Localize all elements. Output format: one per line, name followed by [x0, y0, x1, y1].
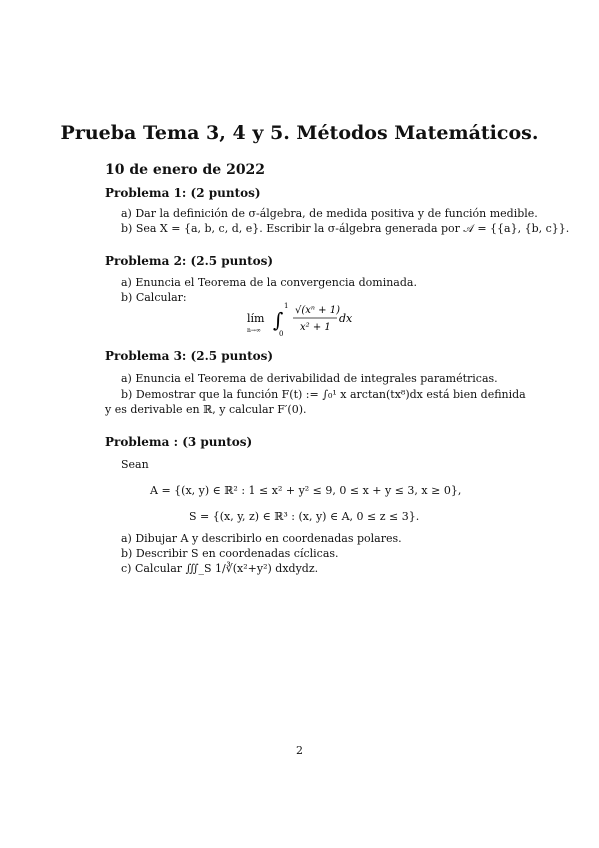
- limit-integral-formula: [245, 300, 385, 340]
- problem-3-part-a: a) Enuncia el Teorema de derivabilidad de integrales paramétricas.: [121, 372, 498, 385]
- formula-lim: lím: [247, 312, 265, 325]
- problem-4-part-b: b) Describir S en coordenadas cíclicas.: [121, 547, 339, 560]
- formula-numerator: √(xⁿ + 1): [295, 305, 340, 316]
- set-a-definition: A = {(x, y) ∈ ℝ² : 1 ≤ x² + y² ≤ 9, 0 ≤ x + y ≤ 3, x ≥ 0},: [150, 484, 462, 497]
- problem-3-part-b-cont: y es derivable en ℝ, y calcular F′(0).: [105, 403, 307, 416]
- problem-1-header: Problema 1: (2 puntos): [105, 186, 261, 200]
- page-number: 2: [296, 744, 303, 757]
- exam-title: Prueba Tema 3, 4 y 5. Métodos Matemáticos.: [60, 122, 539, 144]
- problem-4-part-a: a) Dibujar A y describirlo en coordenadas polares.: [121, 532, 402, 545]
- formula-lower: 0: [279, 330, 284, 338]
- integral-sign-icon: ∫: [273, 308, 284, 332]
- problem-4-intro: Sean: [121, 458, 149, 471]
- problem-1-part-a: a) Dar la definición de σ-álgebra, de medida positiva y de función medible.: [121, 207, 538, 220]
- problem-4-header: Problema : (3 puntos): [105, 435, 253, 449]
- set-s-definition: S = {(x, y, z) ∈ ℝ³ : (x, y) ∈ A, 0 ≤ z ≤ 3}.: [189, 510, 420, 523]
- problem-2-part-b: b) Calcular:: [121, 291, 187, 304]
- exam-date: 10 de enero de 2022: [105, 162, 266, 178]
- problem-2-header: Problema 2: (2.5 puntos): [105, 254, 274, 268]
- problem-2-part-a: a) Enuncia el Teorema de la convergencia dominada.: [121, 276, 417, 289]
- problem-4-part-c: c) Calcular ∭_S 1/∛(x²+y²) dxdydz.: [121, 562, 319, 575]
- problem-3-part-b: b) Demostrar que la función F(t) := ∫₀¹ x arctan(tx⁸)dx está bien definida: [121, 388, 526, 401]
- formula-upper: 1: [284, 302, 289, 310]
- formula-lim-sub: n→∞: [247, 327, 261, 334]
- formula-dx: dx: [339, 312, 353, 325]
- problem-1-part-b: b) Sea X = {a, b, c, d, e}. Escribir la σ-álgebra generada por 𝒜 = {{a}, {b, c}}.: [121, 222, 570, 235]
- problem-3-header: Problema 3: (2.5 puntos): [105, 349, 274, 363]
- formula-denominator: x² + 1: [300, 322, 331, 333]
